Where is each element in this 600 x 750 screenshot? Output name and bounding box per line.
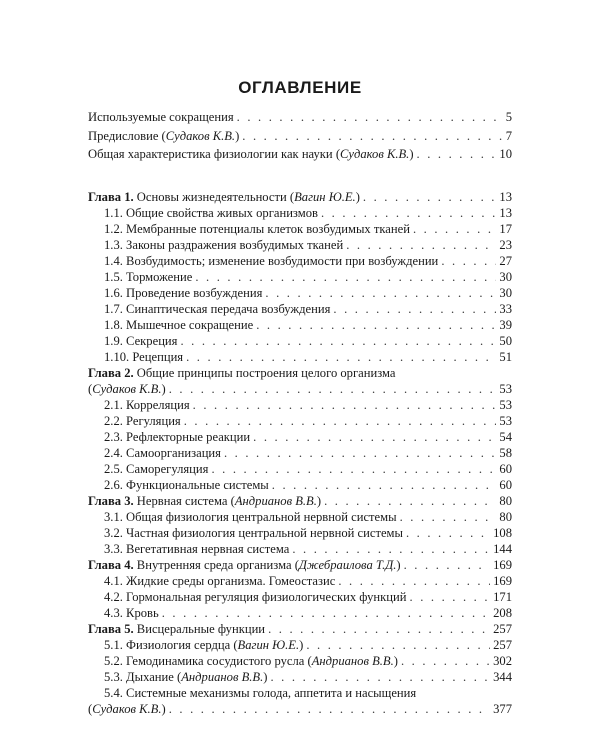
page-number: 7 [505, 128, 512, 143]
entry-text: Общая характеристика физиологии как науки ( [88, 147, 341, 162]
dot-leader [242, 127, 502, 145]
toc-entry [88, 108, 512, 126]
chapter-number: Глава 2. [88, 366, 134, 380]
entry-text: 1.6. Проведение возбуждения [104, 286, 263, 300]
entry-text: 1.4. Возбудимость; изменение возбудимости при возбуждении [104, 254, 439, 268]
author-name: Судаков К.В. [165, 128, 236, 143]
chapter-number: Глава 1. [88, 190, 134, 204]
page-number: 13 [499, 206, 512, 220]
entry-text: 5.3. Дыхание ( [104, 670, 182, 684]
toc-entry [88, 700, 512, 718]
chapter-number: Глава 3. [88, 494, 134, 508]
entry-text: Висцеральные функции [133, 622, 266, 636]
entry-text: 1.10. Рецепция [104, 350, 184, 364]
page-number: 208 [493, 606, 512, 620]
toc-heading: ОГЛАВЛЕНИЕ [238, 78, 362, 97]
toc-entry [88, 145, 512, 163]
page-number: 54 [499, 430, 512, 444]
page-number: 80 [499, 494, 512, 508]
author-name: Судаков К.В. [340, 147, 410, 162]
entry-text: 1.2. Мембранные потенциалы клеток возбудимых тканей [104, 222, 410, 236]
entry-text: 2.5. Саморегуляция [104, 462, 209, 476]
entry-text: ( [88, 382, 93, 396]
page-number: 344 [493, 670, 512, 684]
author-name: Судаков К.В. [92, 382, 162, 396]
page-number: 53 [499, 382, 512, 396]
page-number: 169 [493, 558, 512, 572]
page-number: 51 [499, 350, 512, 364]
page-number: 60 [499, 462, 512, 476]
toc-entry-title [88, 145, 414, 163]
page-number: 53 [499, 398, 512, 412]
page-number: 302 [493, 654, 512, 668]
closing-paren: ) [396, 558, 401, 572]
page-number: 144 [493, 542, 512, 556]
toc-entry-title [88, 127, 239, 145]
entry-text: 1.3. Законы раздражения возбудимых тканей [104, 238, 344, 252]
entry-text: 4.2. Гормональная регуляция физиологических функций [104, 590, 407, 604]
author-name: Андрианов В.В. [181, 670, 264, 684]
page-number: 108 [493, 526, 512, 540]
entry-text: 5.4. Системные механизмы голода, аппетита и насыщения [104, 686, 417, 700]
closing-paren: ) [355, 190, 360, 204]
closing-paren: ) [299, 638, 304, 652]
entry-text: 2.2. Регуляция [104, 414, 181, 428]
closing-paren: ) [263, 670, 268, 684]
entry-text: 3.2. Частная физиология центральной нервной системы [104, 526, 403, 540]
page-number: 53 [499, 414, 512, 428]
entry-text: 5.1. Физиология сердца ( [104, 638, 238, 652]
entry-text: 1.8. Мышечное сокращение [104, 318, 254, 332]
page-number: 257 [493, 638, 512, 652]
entry-text: Внутренняя среда организма ( [133, 558, 299, 572]
entry-text: Нервная система ( [133, 494, 235, 508]
dot-leader [169, 700, 490, 718]
page-number: 30 [499, 286, 512, 300]
toc-entry [88, 127, 512, 145]
page-number: 171 [493, 590, 512, 604]
page-number: 80 [499, 510, 512, 524]
page-number: 60 [499, 478, 512, 492]
page-number: 10 [499, 147, 512, 162]
author-name: Джебраилова Т.Д. [298, 558, 397, 572]
entry-text: Предисловие ( [88, 128, 166, 143]
entry-text: 4.1. Жидкие среды организма. Гомеостазис [104, 574, 336, 588]
page-number: 50 [499, 334, 512, 348]
page-number: 27 [499, 254, 512, 268]
closing-paren: ) [235, 128, 240, 143]
closing-paren: ) [161, 382, 166, 396]
page-number: 58 [499, 446, 512, 460]
dot-leader [417, 145, 497, 163]
entry-text: Основы жизнедеятельности ( [133, 190, 295, 204]
entry-text: 3.3. Вегетативная нервная система [104, 542, 290, 556]
entry-text: Используемые сокращения [88, 110, 234, 124]
author-name: Вагин Ю.Е. [237, 638, 300, 652]
entry-text: 1.9. Секреция [104, 334, 178, 348]
author-name: Андрианов В.В. [234, 494, 317, 508]
entry-text: Общие принципы построения целого организма [133, 366, 396, 380]
dot-leader [237, 108, 503, 126]
page-number: 169 [493, 574, 512, 588]
toc-entry-title [88, 700, 166, 718]
closing-paren: ) [393, 654, 398, 668]
page-number: 17 [499, 222, 512, 236]
page-number: 23 [499, 238, 512, 252]
author-name: Вагин Ю.Е. [294, 190, 356, 204]
entry-text: 1.7. Синаптическая передача возбуждения [104, 302, 331, 316]
entry-text: 4.3. Кровь [104, 606, 159, 620]
entry-text: 2.1. Корреляция [104, 398, 190, 412]
page-number: 13 [499, 190, 512, 204]
closing-paren: ) [161, 702, 166, 716]
author-name: Судаков К.В. [92, 702, 162, 716]
entry-text: 2.4. Самоорганизация [104, 446, 221, 460]
entry-text: 1.5. Торможение [104, 270, 193, 284]
entry-text: 2.3. Рефлекторные реакции [104, 430, 251, 444]
toc-entry-title [88, 108, 234, 126]
page-number: 5 [505, 110, 512, 124]
closing-paren: ) [316, 494, 322, 508]
chapter-number: Глава 4. [88, 558, 134, 572]
page-number: 257 [493, 622, 512, 636]
entry-text: 3.1. Общая физиология центральной нервной системы [104, 510, 397, 524]
closing-paren: ) [409, 147, 414, 162]
entry-text: 2.6. Функциональные системы [104, 478, 269, 492]
entry-text: 5.2. Гемодинамика сосудистого русла ( [104, 654, 312, 668]
chapter-number: Глава 5. [88, 622, 134, 636]
entry-text: ( [88, 702, 93, 716]
page-number: 30 [499, 270, 512, 284]
page-number: 377 [493, 702, 512, 716]
entry-text: 1.1. Общие свойства живых организмов [104, 206, 318, 220]
page-number: 33 [499, 302, 512, 316]
page-number: 39 [499, 318, 512, 332]
author-name: Андрианов В.В. [311, 654, 394, 668]
